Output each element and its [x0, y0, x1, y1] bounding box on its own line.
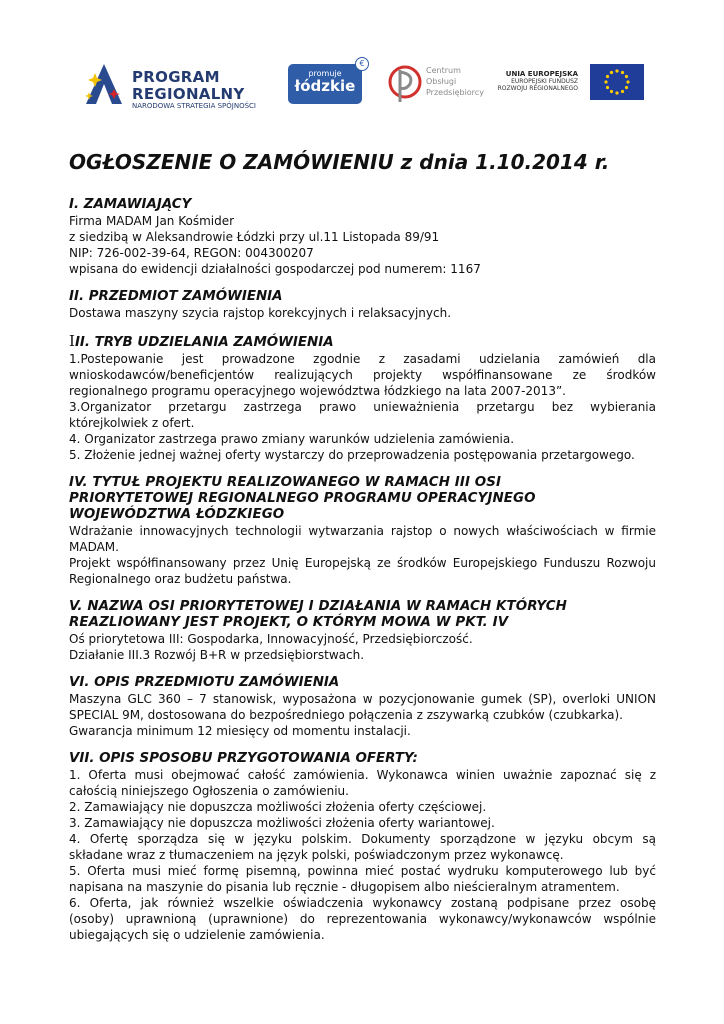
centrum-logo-line1: Centrum: [426, 66, 461, 75]
eu-flag-icon: [590, 64, 644, 100]
text-line: 1. Oferta musi obejmować całość zamówienia. Wykonawca winien uważnie zapoznać się z: [69, 768, 656, 782]
section-heading: REAZLIOWANY JEST PROJEKT, O KTÓRYM MOWA W PKT. IV: [69, 615, 509, 630]
text-line: z siedzibą w Aleksandrowie Łódzki przy ul.11 Listopada 89/91: [69, 230, 440, 244]
text-line: 5. Oferta musi mieć formę pisemną, powinna mieć postać wydruku komputerowego lub być: [69, 864, 656, 878]
program-logo-line1: PROGRAM: [132, 68, 220, 86]
text-line: składane wraz z tłumaczeniem na język polski, poświadczonym przez wykonawcę.: [69, 848, 564, 862]
text-line: 3. Zamawiający nie dopuszcza możliwości złożenia oferty wariantowej.: [69, 816, 495, 830]
text-line: 4. Ofertę sporządza się w języku polskim. Dokumenty sporządzone w języku obcym są: [69, 832, 656, 846]
section-heading: PRIORYTETOWEJ REGIONALNEGO PROGRAMU OPERACYJNEGO: [69, 491, 536, 506]
centrum-logo-line3: Przedsiębiorcy: [426, 88, 484, 97]
heading-first-letter: I: [69, 332, 75, 350]
section-heading: I. ZAMAWIAJĄCY: [69, 197, 192, 212]
text-line: Projekt współfinansowany przez Unię Europejską ze środków Europejskiego Funduszu Rozwoju: [69, 556, 656, 570]
section-heading: WOJEWÓDZTWA ŁÓDZKIEGO: [69, 507, 285, 522]
text-line: 6. Oferta, jak również wszelkie oświadczenia wykonawcy zostaną podpisane przez osobę: [69, 896, 656, 910]
ue-logo-line3: ROZWOJU REGIONALNEGO: [497, 85, 578, 92]
program-logo-line3: NARODOWA STRATEGIA SPÓJNOŚCI: [132, 102, 256, 110]
lodzkie-logo-small: promuje: [308, 69, 342, 78]
section-nazwa-osi: [69, 599, 656, 663]
text-line: Oś priorytetowa III: Gospodarka, Innowacyjność, Przedsiębiorczość.: [69, 632, 473, 646]
section-heading: IV. TYTUŁ PROJEKTU REALIZOWANEGO W RAMACH III OSI: [69, 475, 502, 490]
text-line: wnioskodawców/beneficjentów realizujących projekty współfinansowane ze środków: [69, 368, 656, 382]
section-heading: V. NAZWA OSI PRIORYTETOWEJ I DZIAŁANIA W RAMACH KTÓRYCH: [69, 599, 567, 614]
centrum-logo-line2: Obsługi: [426, 77, 457, 86]
document-body: [69, 197, 656, 955]
text-line: Dostawa maszyny szycia rajstop korekcyjnych i relaksacyjnych.: [69, 306, 452, 320]
text-line: Firma MADAM Jan Kośmider: [69, 214, 235, 228]
section-opis-oferty: [69, 751, 656, 943]
section-opis-przedmiotu: [69, 675, 656, 739]
section-tytul-projektu: [69, 475, 656, 587]
ue-logo-line1: UNIA EUROPEJSKA: [505, 70, 578, 78]
program-regionalny-mark-icon: [84, 60, 124, 106]
heading-rest: II. TRYB UDZIELANIA ZAMÓWIENIA: [74, 335, 334, 350]
text-line: którejkolwiek z ofert.: [69, 416, 195, 430]
section-heading: VI. OPIS PRZEDMIOTU ZAMÓWIENIA: [69, 675, 340, 690]
section-heading: II. PRZEDMIOT ZAMÓWIENIA: [69, 289, 283, 304]
text-line: regionalnego programu operacyjnego województwa łódzkiego na lata 2007-2013”.: [69, 384, 566, 398]
section-heading: VII. OPIS SPOSOBU PRZYGOTOWANIA OFERTY:: [69, 751, 418, 766]
text-line: NIP: 726-002-39-64, REGON: 004300207: [69, 246, 314, 260]
text-line: 3.Organizator przetargu zastrzega prawo unieważnienia przetargu bez wybierania: [69, 400, 656, 414]
text-line: Gwarancja minimum 12 miesięcy od momentu instalacji.: [69, 724, 411, 738]
promuje-lodzkie-logo: [288, 59, 365, 104]
text-line: 2. Zamawiający nie dopuszcza możliwości złożenia oferty częściowej.: [69, 800, 487, 814]
text-line: Regionalnego oraz budżetu państwa.: [69, 572, 292, 586]
text-line: 5. Złożenie jednej ważnej oferty wystarczy do przeprowadzenia postępowania przetargowego.: [69, 448, 635, 462]
text-line: wpisana do ewidencji działalności gospodarczej pod numerem: 1167: [69, 262, 481, 276]
section-zamawiajacy: [69, 197, 656, 277]
text-line: Maszyna GLC 360 – 7 stanowisk, wyposażona w pozycjonowanie gumek (SP), overloki UNION: [69, 692, 656, 706]
euro-icon: €: [355, 57, 369, 71]
lodzkie-logo-big: łódzkie: [294, 77, 356, 95]
unia-europejska-logo: [497, 58, 644, 108]
section-przedmiot: [69, 289, 656, 321]
ue-logo-line2: EUROPEJSKI FUNDUSZ: [511, 78, 578, 85]
document-title: OGŁOSZENIE O ZAMÓWIENIU z dnia 1.10.2014 r.: [69, 150, 610, 174]
logo-bar: [84, 52, 644, 118]
text-line: MADAM.: [69, 540, 119, 554]
text-line: napisana na maszynie do pisania lub ręcznie - długopisem albo nieścieralnym atramentem.: [69, 880, 620, 894]
centrum-mark-icon: [388, 62, 422, 106]
text-line: całością niniejszego Ogłoszenia o zamówieniu.: [69, 784, 349, 798]
program-regionalny-logo: [84, 54, 264, 114]
section-heading: [69, 333, 656, 351]
text-line: ubiegających się o udzielenie zamówienia.: [69, 928, 325, 942]
text-line: 1.Postepowanie jest prowadzone zgodnie z zasadami udzielania zamówień dla: [69, 352, 656, 366]
section-tryb: [69, 333, 656, 463]
text-line: (osoby) uprawnioną (uprawnione) do reprezentowania wykonawcy/wykonawców wspólnie: [69, 912, 656, 926]
text-line: SPECIAL 9M, dostosowana do bezpośredniego połączenia z zszywarką czubków (czubkarka).: [69, 708, 623, 722]
text-line: Wdrażanie innowacyjnych technologii wytwarzania rajstop o nowych właściwościach w firmie: [69, 524, 656, 538]
program-logo-line2: REGIONALNY: [132, 85, 245, 103]
text-line: Działanie III.3 Rozwój B+R w przedsiębiorstwach.: [69, 648, 365, 662]
text-line: 4. Organizator zastrzega prawo zmiany warunków udzielenia zamówienia.: [69, 432, 515, 446]
